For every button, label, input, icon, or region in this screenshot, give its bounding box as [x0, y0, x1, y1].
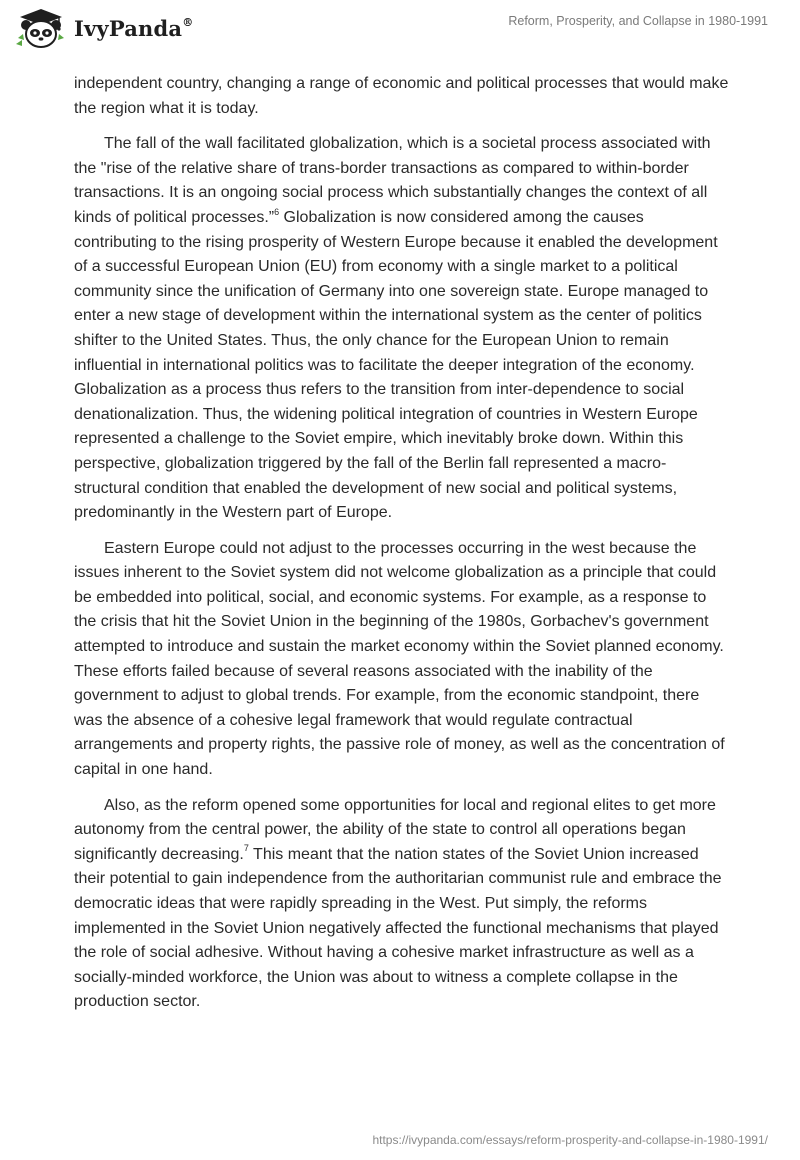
paragraph-3: Eastern Europe could not adjust to the processes occurring in the west because the issues inherent to the Soviet system did not welcome globalization as a principle that could be embedded into political, social, and economic systems. For example, as a response to the crisis that hit the Soviet Union in the beginning of the 1980s, Gorbachev's government attempted to introduce and sustain the market economy within the Soviet planned economy. These efforts failed because of several reasons associated with the inability of the government to adjust to global trends. For example, from the economic standpoint, there was the absence of a cohesive legal framework that would regulate contractual arrangements and property rights, the passive role of money, as well as the concentration of capital in one hand.	[74, 539, 725, 779]
essay-body	[74, 72, 730, 1026]
document-title: Reform, Prosperity, and Collapse in 1980-1991	[508, 14, 768, 28]
footnote-ref-7[interactable]: 7	[243, 843, 249, 854]
paragraph-4	[74, 794, 730, 1015]
paragraph-2	[74, 132, 730, 526]
brand-logo[interactable]	[14, 6, 193, 50]
brand-name	[74, 16, 193, 41]
paragraph-2-text-b: Globalization is now considered among the causes contributing to the rising prosperity of Western Europe because it enabled the development of a successful European Union (EU) from economy with a single market to a political community since the unification of Germany into one sovereign state. Europe managed to enter a new stage of development within the international system as the center of politics shifter to the United States. Thus, the only chance for the European Union to remain influential in international politics was to facilitate the deeper integration of the economy. Globalization as a process thus refers to the transition from inter-dependence to social denationalization. Thus, the widening political integration of countries in Western Europe represented a challenge to the Soviet empire, which inevitably broke down. Within this perspective, globalization triggered by the fall of the Berlin fall represented a macro-structural condition that enabled the development of new social and political systems, predominantly in the Western part of Europe.	[74, 208, 718, 522]
footnote-ref-6[interactable]: 6	[274, 206, 280, 217]
panda-graduation-cap-icon	[14, 6, 68, 50]
paragraph-1: independent country, changing a range of economic and political processes that would make the region what it is today.	[74, 75, 729, 117]
registered-mark: ®	[182, 15, 194, 29]
source-url[interactable]: https://ivypanda.com/essays/reform-prosperity-and-collapse-in-1980-1991/	[372, 1133, 768, 1147]
paragraph-2-text-a: The fall of the wall facilitated globalization, which is a societal process associated with the "rise of the relative share of trans-border transactions as compared to within-border transactions. It is an ongoing social process which substantially changes the context of all kinds of political processes.”	[74, 135, 711, 226]
page-header	[0, 0, 800, 66]
paragraph-4-text-a: Also, as the reform opened some opportunities for local and regional elites to get more autonomy from the central power, the ability of the state to control all operations began significantly decreasing.	[74, 796, 716, 863]
brand-name-text: IvyPanda	[74, 15, 183, 41]
paragraph-4-text-b: This meant that the nation states of the Soviet Union increased their potential to gain independence from the authoritarian communist rule and embrace the democratic ideas that were rapidly spreading in the West. Put simply, the reforms implemented in the Soviet Union negatively affected the functional mechanisms that played the role of social adhesive. Without having a cohesive market infrastructure as well as a socially-minded workforce, the Union was about to witness a complete collapse in the production sector.	[74, 845, 722, 1011]
